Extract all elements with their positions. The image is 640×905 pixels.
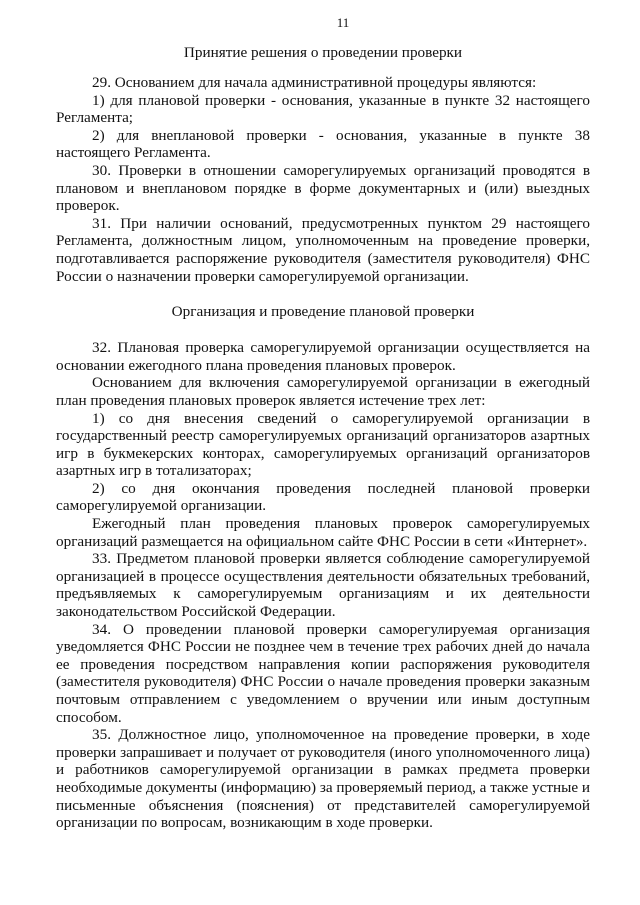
document-page <box>56 14 590 832</box>
paragraph-30: 30. Проверки в отношении саморегулируемых организаций проводятся в плановом и внеплановом порядке в форме документарных и (или) выездных проверок. <box>56 161 590 215</box>
paragraph-33: 33. Предметом плановой проверки является соблюдение саморегулируемой организацией в процессе осуществления деятельности обязательных требований, предъявляемых к саморегулируемым организациям и их деятельности законодательством Российской Федерации. <box>56 550 590 621</box>
paragraph-32-item-1: 1) со дня внесения сведений о саморегулируемой организации в государственный реестр саморегулируемых организаций организаторов азартных игр в букмекерских конторах, саморегулируемых организаций организаторов азартных игр в тотализаторах; <box>56 409 590 480</box>
paragraph-29-item-2: 2) для внеплановой проверки - основания, указанные в пункте 38 настоящего Регламента. <box>56 126 590 162</box>
paragraph-31: 31. При наличии оснований, предусмотренных пунктом 29 настоящего Регламента, должностным лицом, уполномоченным на проведение проверки, подготавливается распоряжение руководителя (заместителя руководителя) ФНС России о назначении проверки саморегулируемой организации. <box>56 214 590 285</box>
section-heading-planned-inspection: Организация и проведение плановой проверки <box>171 303 475 321</box>
paragraph-32-plan-publication: Ежегодный план проведения плановых проверок саморегулируемых организаций размещается на официальном сайте ФНС России в сети «Интернет». <box>56 515 590 550</box>
paragraph-34: 34. О проведении плановой проверки саморегулируемая организация уведомляется ФНС России не позднее чем в течение трех рабочих дней до начала ее проведения посредством направления копии распоряжения руководителя (заместителя руководителя) ФНС России о начале проведения проверки заказным почтовым отправлением с уведомлением о вручении или иным доступным способом. <box>56 620 590 726</box>
section-heading-decision: Принятие решения о проведении проверки <box>183 44 463 61</box>
paragraph-29-item-1: 1) для плановой проверки - основания, указанные в пункте 32 настоящего Регламента; <box>56 91 590 127</box>
paragraph-32-item-2: 2) со дня окончания проведения последней плановой проверки саморегулируемой организации. <box>56 479 590 515</box>
paragraph-29: 29. Основанием для начала административной процедуры являются: <box>92 74 537 91</box>
page-number: 11 <box>336 15 350 30</box>
paragraph-32-basis: Основанием для включения саморегулируемой организации в ежегодный план проведения плановых проверок является истечение трех лет: <box>56 374 590 409</box>
paragraph-32: 32. Плановая проверка саморегулируемой организации осуществляется на основании ежегодного плана проведения плановых проверок. <box>56 339 590 374</box>
paragraph-35: 35. Должностное лицо, уполномоченное на проведение проверки, в ходе проверки запрашивает и получает от руководителя (иного уполномоченного лица) и работников саморегулируемой организации в рамках предмета проверки необходимые документы (информацию) за проверяемый период, а также устные и письменные объяснения (пояснения) от представителей саморегулируемой организации по вопросам, возникающим в ходе проверки. <box>56 726 590 832</box>
